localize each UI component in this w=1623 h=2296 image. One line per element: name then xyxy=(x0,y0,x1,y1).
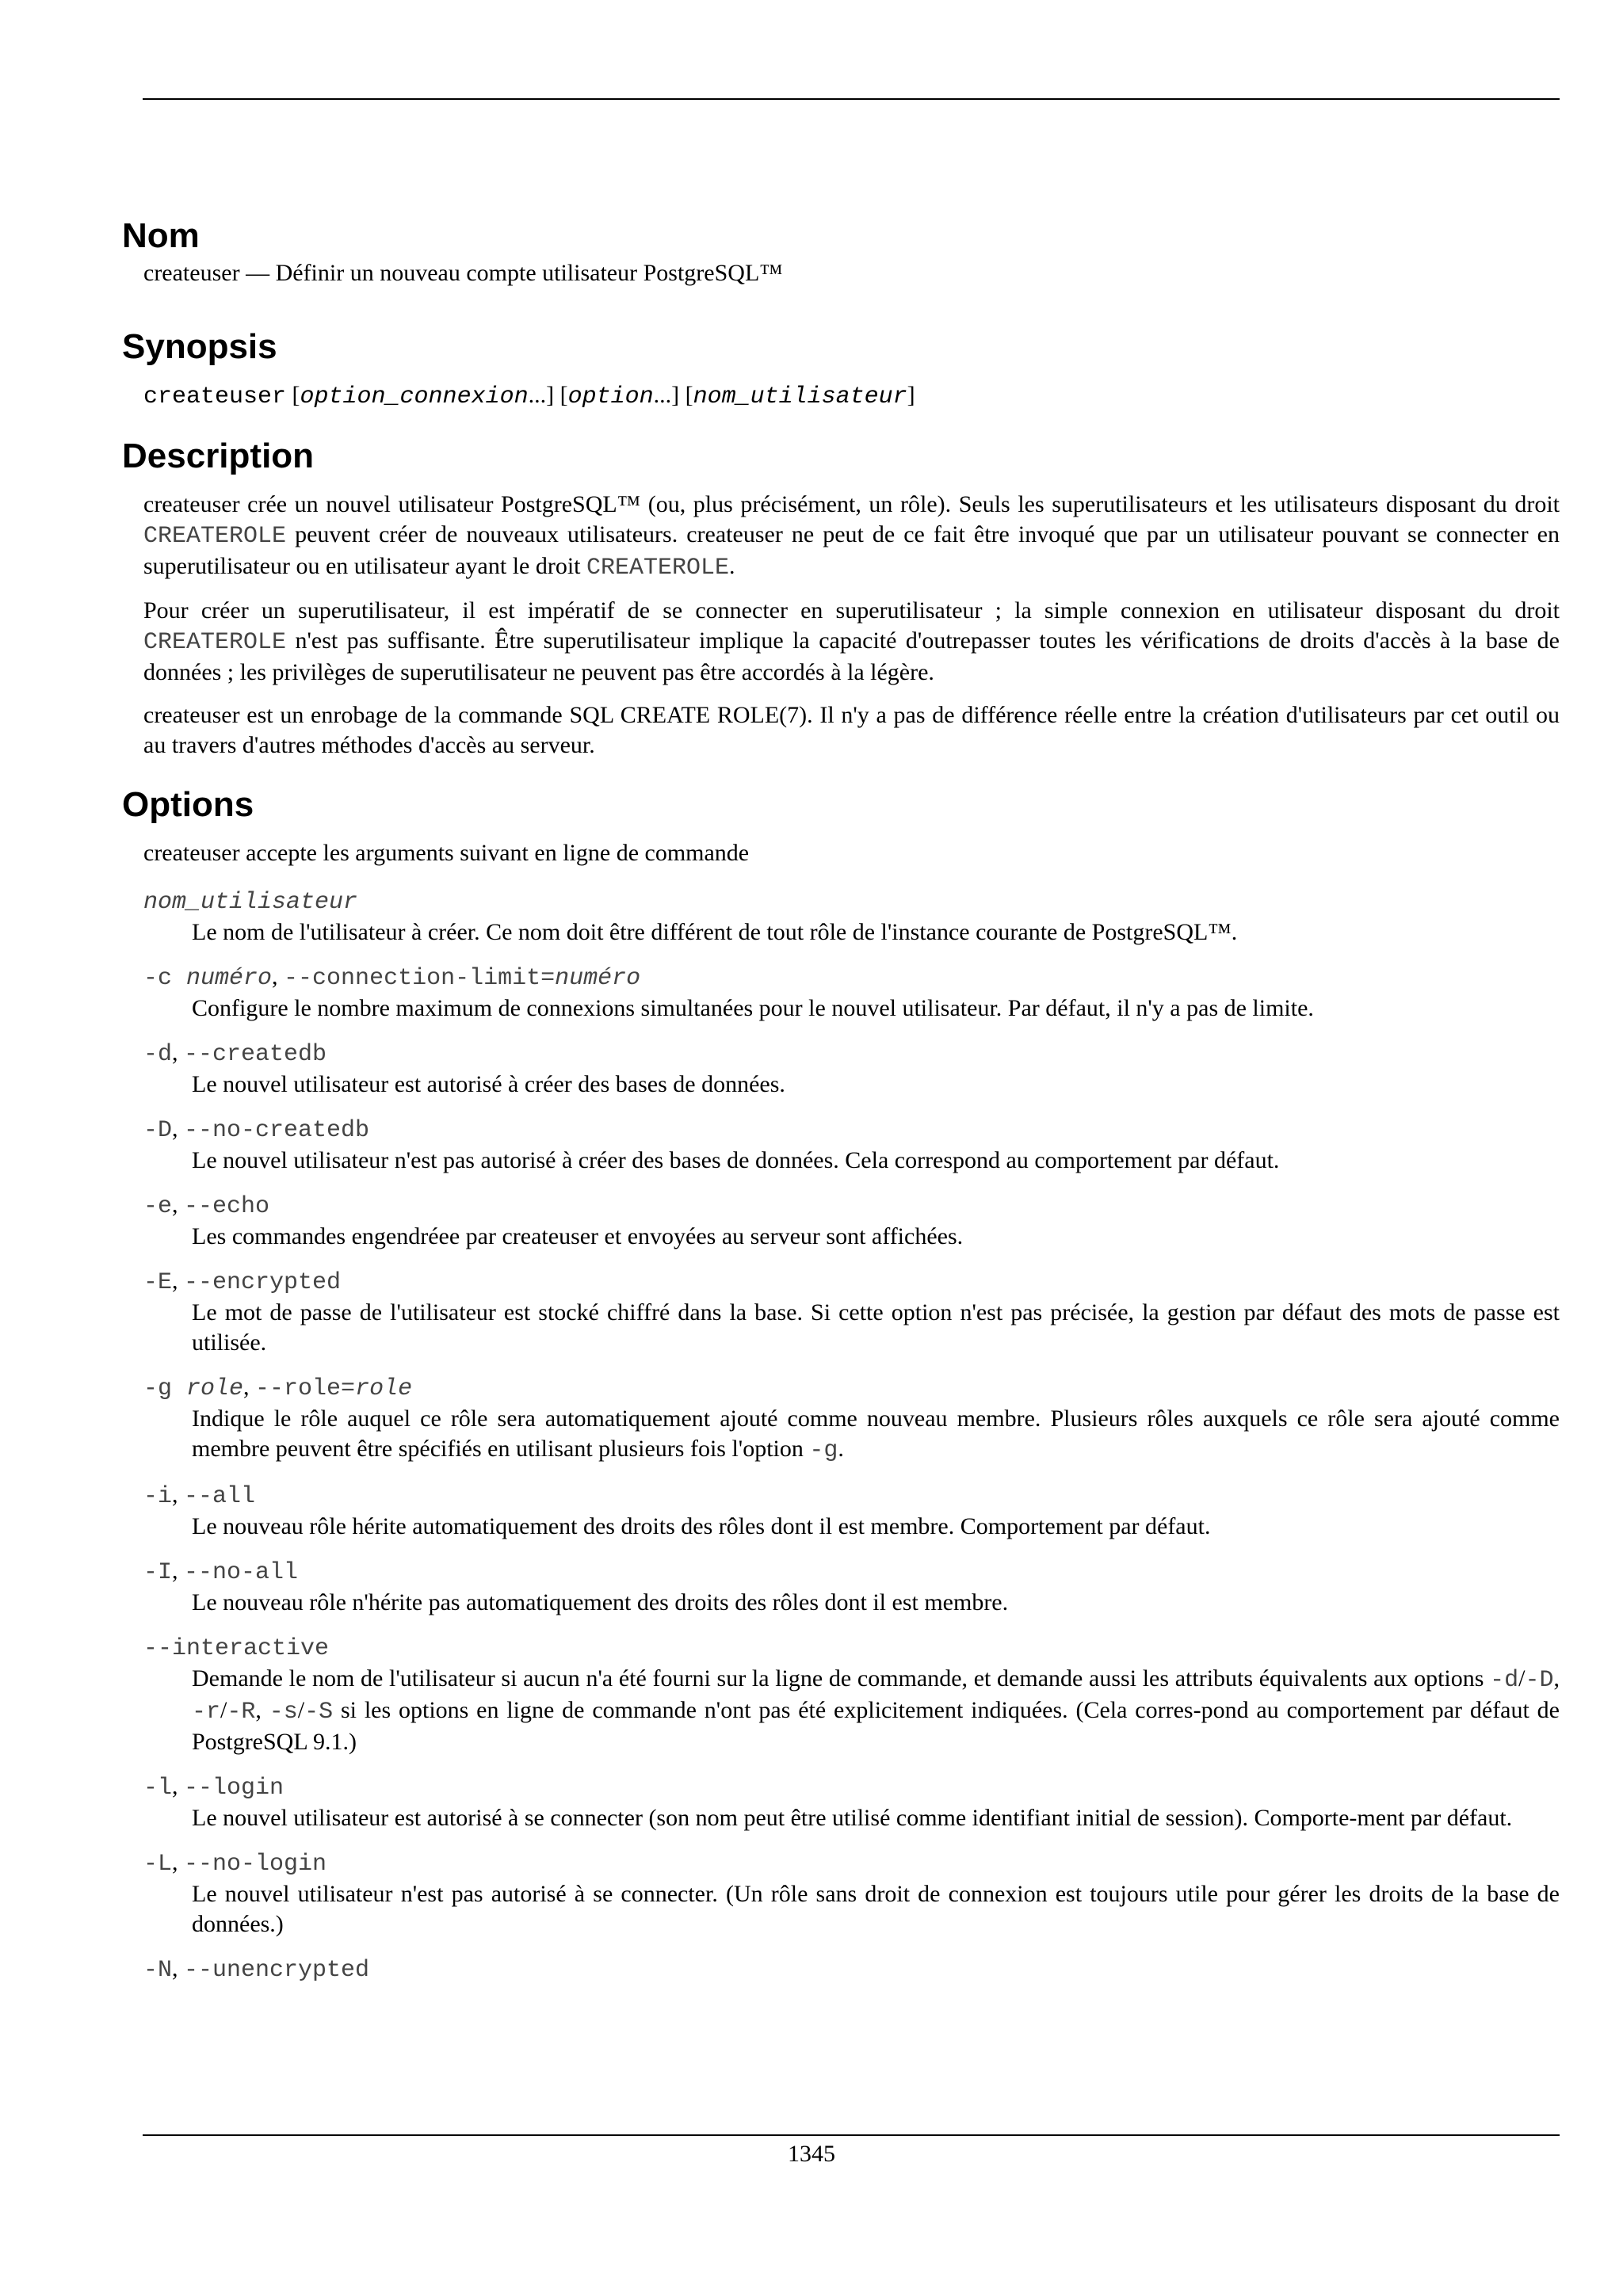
heading-nom: Nom xyxy=(122,216,200,255)
option-sep: , xyxy=(172,1849,185,1875)
code-flag: -g xyxy=(809,1437,838,1464)
option-flag: --no-createdb xyxy=(184,1117,370,1144)
text-run: / xyxy=(220,1697,227,1723)
option-name: nom_utilisateur xyxy=(143,889,358,916)
header-rule xyxy=(143,98,1560,100)
option-no-createdb xyxy=(122,1114,1560,1176)
synopsis-ellipsis: ...] xyxy=(653,382,680,408)
option-description xyxy=(192,1404,1560,1466)
option-description: Le nouveau rôle hérite automatiquement des droits des rôles dont il est membre. Comportement par défaut. xyxy=(192,1513,1211,1539)
option-echo xyxy=(122,1190,1560,1252)
options-list xyxy=(122,886,1560,1985)
option-description: Le nouvel utilisateur est autorisé à créer des bases de données. xyxy=(192,1071,785,1097)
heading-synopsis: Synopsis xyxy=(122,327,277,366)
option-term xyxy=(143,1038,1560,1070)
section-description xyxy=(122,434,1560,761)
option-nom-utilisateur xyxy=(122,886,1560,948)
synopsis-arg-option: option xyxy=(567,383,654,410)
synopsis-bracket-close: ] xyxy=(907,382,915,408)
synopsis-line xyxy=(143,380,1560,412)
heading-options: Options xyxy=(122,785,254,824)
option-term xyxy=(143,1114,1560,1146)
description-paragraph-2 xyxy=(143,596,1560,688)
option-term xyxy=(143,1266,1560,1298)
text-run: createuser crée un nouvel utilisateur PostgreSQL™ (ou, plus précisément, un rôle). Seuls les superutilisateurs et les utilisateurs disposant du droit xyxy=(143,491,1560,517)
option-no-login xyxy=(122,1848,1560,1939)
option-unencrypted xyxy=(122,1954,1560,1985)
option-flag: -N xyxy=(143,1957,173,1984)
option-sep: , xyxy=(172,1482,185,1508)
option-flag: -E xyxy=(143,1269,173,1296)
option-description: Le nouvel utilisateur n'est pas autorisé à se connecter. (Un rôle sans droit de connexion est toujours utile pour gérer les droits de la base de données.) xyxy=(192,1881,1560,1937)
option-flag: --connection-limit= xyxy=(284,965,556,992)
option-term xyxy=(143,1556,1560,1588)
description-paragraph-1 xyxy=(143,490,1560,583)
footer-rule xyxy=(143,2134,1560,2136)
options-intro: createuser accepte les arguments suivant en ligne de commande xyxy=(143,840,750,866)
option-no-all xyxy=(122,1556,1560,1618)
option-flag: --role= xyxy=(255,1375,356,1402)
synopsis-arg-user: nom_utilisateur xyxy=(693,383,907,410)
option-flag: --createdb xyxy=(184,1041,327,1068)
option-flag: -c xyxy=(143,965,187,992)
option-flag: -I xyxy=(143,1559,173,1586)
option-arg: role xyxy=(186,1375,244,1402)
option-sep: , xyxy=(172,1192,185,1218)
text-run: n'est pas suffisante. Être superutilisateur implique la capacité d'outrepasser toutes les vérifications de droits d'accès à la base de données ; les privilèges de superutilisateur ne peuvent pas être accordés à la légère. xyxy=(143,627,1560,685)
text-run: Indique le rôle auquel ce rôle sera automatiquement ajouté comme nouveau membre. Plusieurs rôles auxquels ce rôle sera ajouté comme membre peuvent être spécifiés en utilisant plusieurs fois l'option xyxy=(192,1405,1560,1462)
option-description xyxy=(192,1664,1560,1757)
option-flag: --echo xyxy=(184,1193,270,1220)
option-flag: --no-login xyxy=(184,1851,327,1878)
option-description: Le nom de l'utilisateur à créer. Ce nom doit être différent de tout rôle de l'instance courante de PostgreSQL™. xyxy=(192,919,1238,945)
option-flag: -e xyxy=(143,1193,173,1220)
option-sep: , xyxy=(172,1268,185,1294)
option-sep: , xyxy=(172,1558,185,1584)
code-createrole: CREATEROLE xyxy=(143,629,287,656)
option-flag: --encrypted xyxy=(184,1269,342,1296)
option-flag: -l xyxy=(143,1775,173,1802)
text-run: / xyxy=(297,1697,305,1723)
option-description: Le mot de passe de l'utilisateur est stocké chiffré dans la base. Si cette option n'est pas précisée, la gestion par défaut des mots de passe est utilisée. xyxy=(192,1299,1560,1356)
option-flag: -D xyxy=(143,1117,173,1144)
option-flag: --no-all xyxy=(184,1559,299,1586)
synopsis-bracket: [ xyxy=(685,382,693,408)
text-run: , xyxy=(255,1697,269,1723)
description-paragraph-3: createuser est un enrobage de la commande SQL CREATE ROLE(7). Il n'y a pas de différence réelle entre la création d'utilisateurs par cet outil ou au travers d'autres méthodes d'accès au serveur. xyxy=(143,702,1560,758)
section-nom xyxy=(122,214,1560,288)
option-all xyxy=(122,1480,1560,1542)
option-description: Le nouvel utilisateur n'est pas autorisé à créer des bases de données. Cela correspond au comportement par défaut. xyxy=(192,1147,1280,1173)
option-connection-limit xyxy=(122,962,1560,1024)
option-flag: -i xyxy=(143,1483,173,1510)
code-createrole: CREATEROLE xyxy=(143,523,287,550)
synopsis-arg-connexion: option_connexion xyxy=(300,383,529,410)
code-flag: -D xyxy=(1525,1667,1554,1694)
text-run: Demande le nom de l'utilisateur si aucun n'a été fourni sur la ligne de commande, et demande aussi les attributs équivalents aux options xyxy=(192,1665,1491,1691)
option-term xyxy=(143,1480,1560,1512)
option-term xyxy=(143,1190,1560,1222)
option-sep: , xyxy=(172,1773,185,1799)
option-sep: , xyxy=(243,1374,256,1400)
option-sep: , xyxy=(272,963,285,990)
synopsis-ellipsis: ...] xyxy=(528,382,555,408)
option-description: Le nouveau rôle n'hérite pas automatiquement des droits des rôles dont il est membre. xyxy=(192,1589,1009,1615)
option-term xyxy=(143,1848,1560,1879)
heading-description: Description xyxy=(122,437,315,475)
code-flag: -R xyxy=(227,1699,256,1726)
option-flag: -d xyxy=(143,1041,173,1068)
synopsis-bracket: [ xyxy=(559,382,568,408)
option-description: Le nouvel utilisateur est autorisé à se connecter (son nom peut être utilisé comme identifiant initial de session). Comporte-ment par défaut. xyxy=(192,1805,1513,1831)
text-run: Pour créer un superutilisateur, il est impératif de se connecter en superutilisateur ; la simple connexion en utilisateur disposant du droit xyxy=(143,597,1560,624)
section-synopsis xyxy=(122,325,1560,412)
option-term xyxy=(143,1372,1560,1404)
text-run: . xyxy=(729,553,735,579)
option-sep: , xyxy=(172,1039,185,1066)
text-run: . xyxy=(838,1436,844,1462)
text-run: / xyxy=(1518,1665,1526,1691)
document-body xyxy=(122,214,1560,2000)
option-arg: numéro xyxy=(186,965,273,992)
code-createrole: CREATEROLE xyxy=(586,555,730,582)
option-role xyxy=(122,1372,1560,1466)
option-login xyxy=(122,1772,1560,1833)
option-flag: --interactive xyxy=(143,1635,330,1662)
nom-text: createuser — Définir un nouveau compte utilisateur PostgreSQL™ xyxy=(143,260,783,286)
option-term xyxy=(143,1772,1560,1803)
option-arg: role xyxy=(355,1375,413,1402)
option-flag: -g xyxy=(143,1375,187,1402)
option-createdb xyxy=(122,1038,1560,1100)
text-run: si les options en ligne de commande n'ont pas été explicitement indiquées. (Cela corres-pond au comportement par défaut de PostgreSQL 9.1.) xyxy=(192,1697,1560,1755)
option-term xyxy=(143,962,1560,994)
option-encrypted xyxy=(122,1266,1560,1358)
option-flag: --all xyxy=(184,1483,256,1510)
option-flag: --unencrypted xyxy=(184,1957,370,1984)
option-term xyxy=(143,1954,1560,1985)
text-run: , xyxy=(1553,1665,1560,1691)
option-description: Configure le nombre maximum de connexions simultanées pour le nouvel utilisateur. Par défaut, il n'y a pas de limite. xyxy=(192,995,1314,1021)
code-flag: -s xyxy=(269,1699,298,1726)
page-number: 1345 xyxy=(788,2141,835,2167)
option-sep: , xyxy=(172,1116,185,1142)
code-flag: -r xyxy=(192,1699,221,1726)
option-arg: numéro xyxy=(555,965,641,992)
option-flag: -L xyxy=(143,1851,173,1878)
text-run: peuvent créer de nouveaux utilisateurs. createuser ne peut de ce fait être invoqué que par un utilisateur pouvant se connecter en superutilisateur ou en utilisateur ayant le droit xyxy=(143,521,1560,579)
option-term xyxy=(143,1632,1560,1664)
option-interactive xyxy=(122,1632,1560,1757)
code-flag: -S xyxy=(304,1699,334,1726)
option-flag: --login xyxy=(184,1775,285,1802)
synopsis-command: createuser xyxy=(143,383,287,410)
option-description: Les commandes engendréee par createuser et envoyées au serveur sont affichées. xyxy=(192,1223,964,1249)
section-options xyxy=(122,783,1560,1985)
code-flag: -d xyxy=(1490,1667,1519,1694)
option-term xyxy=(143,886,1560,917)
synopsis-bracket: [ xyxy=(292,382,300,408)
option-sep: , xyxy=(172,1955,185,1981)
